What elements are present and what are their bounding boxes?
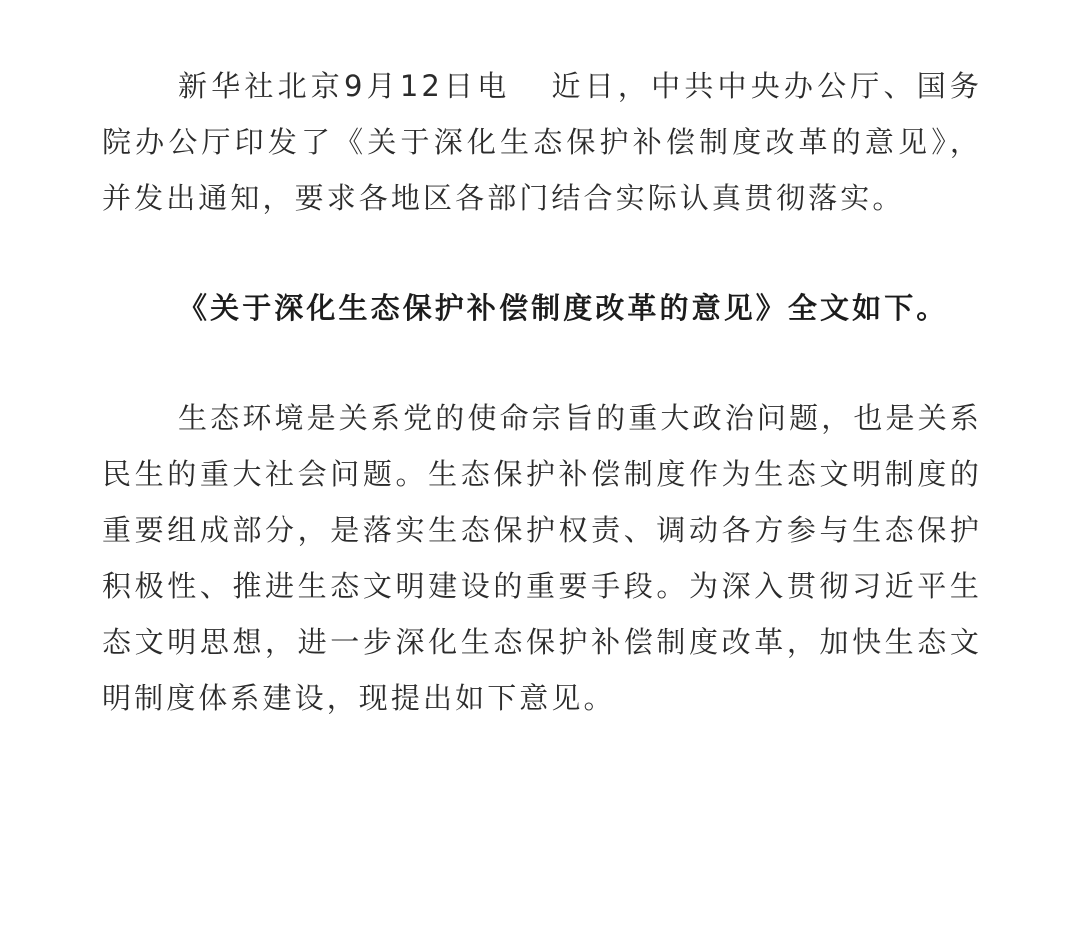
- dateline: 新华社北京9月12日电: [178, 69, 511, 103]
- lead-paragraph: [102, 58, 982, 226]
- body-paragraph: 生态环境是关系党的使命宗旨的重大政治问题，也是关系民生的重大社会问题。生态保护补偿制度作为生态文明制度的重要组成部分，是落实生态保护权责、调动各方参与生态保护积极性、推进生态文明建设的重要手段。为深入贯彻习近平生态文明思想，进一步深化生态保护补偿制度改革，加快生态文明制度体系建设，现提出如下意见。: [102, 401, 982, 715]
- lead-text: 近日，中共中央办公厅、国务院办公厅印发了《关于深化生态保护补偿制度改革的意见》，并发出通知，要求各地区各部门结合实际认真贯彻落实。: [102, 69, 983, 215]
- section-heading: 《关于深化生态保护补偿制度改革的意见》全文如下。: [178, 291, 949, 325]
- article: [102, 58, 982, 726]
